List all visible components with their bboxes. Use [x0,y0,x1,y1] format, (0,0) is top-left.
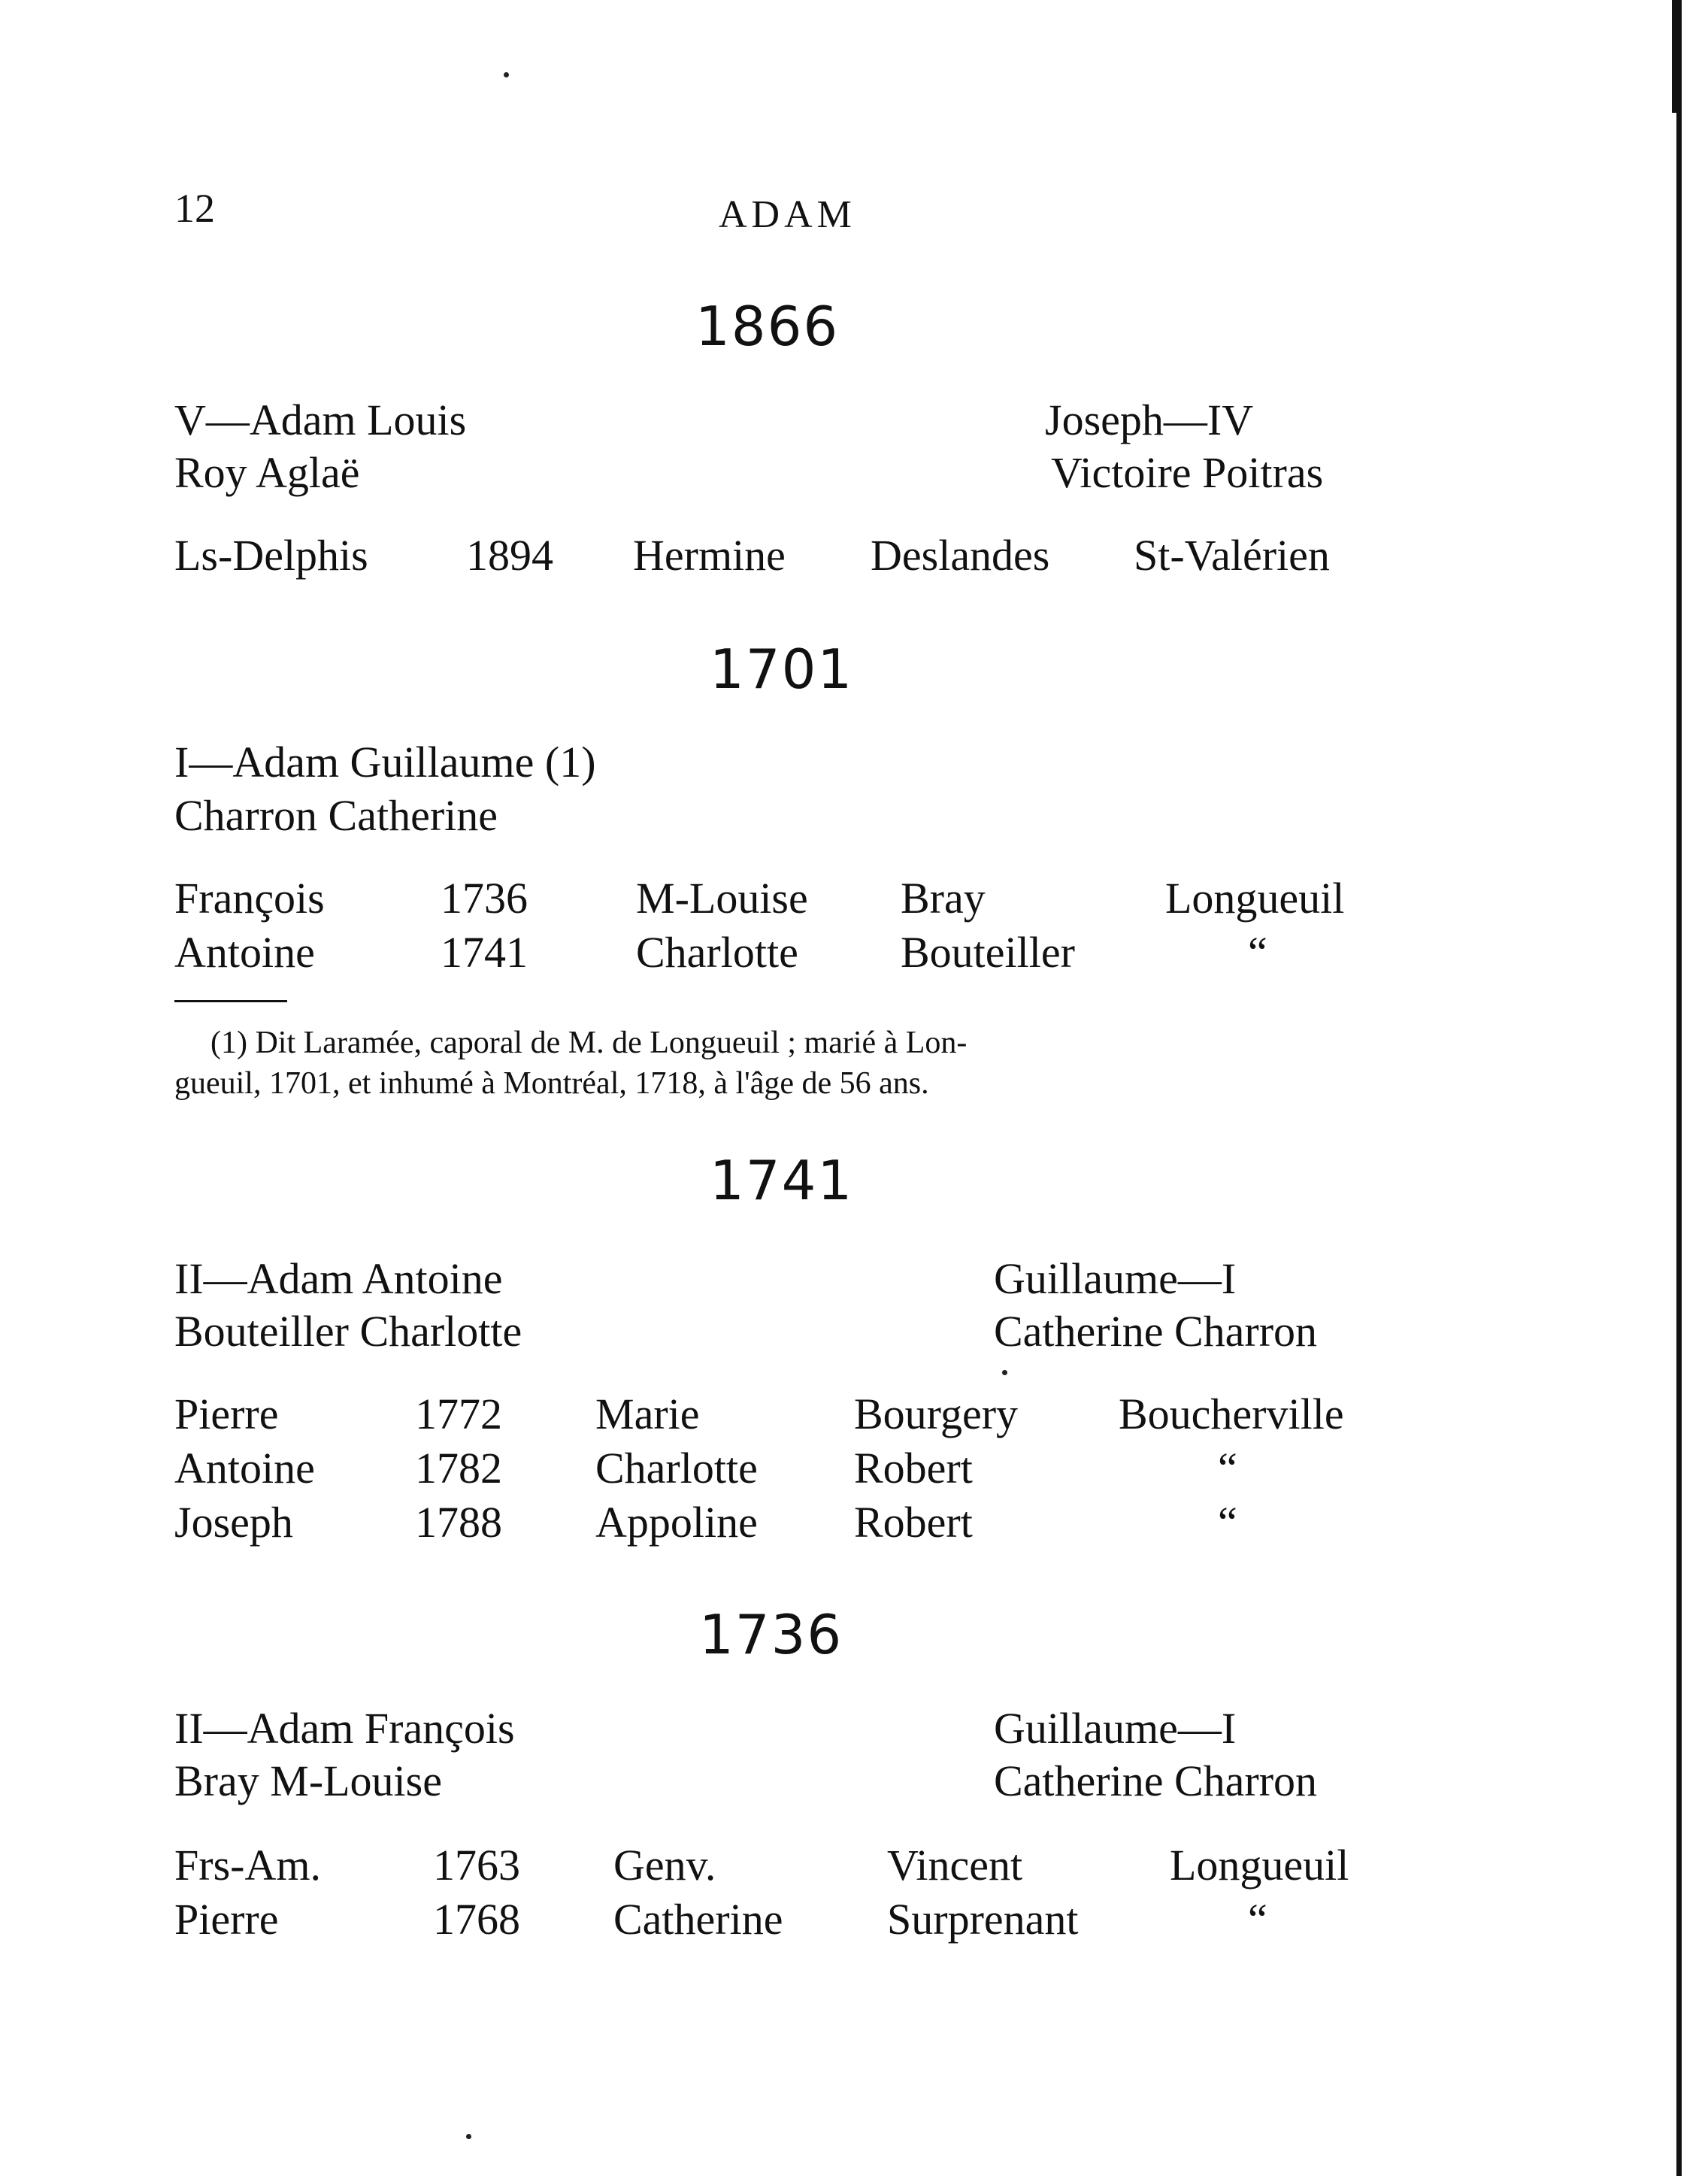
husband-line: V—Adam Louis [174,395,467,444]
wife-line: Bouteiller Charlotte [174,1307,522,1356]
spouse-first-name: Hermine [633,531,786,580]
page-number: 12 [174,186,215,231]
page-edge-border [1676,0,1682,2176]
spouse-surname: Bourgery [854,1390,1019,1438]
father-line: Guillaume—I [994,1704,1237,1753]
child-name: Ls-Delphis [174,531,368,580]
spouse-surname: Robert [854,1444,973,1493]
marriage-year: 1741 [441,928,528,977]
spouse-surname: Surprenant [887,1895,1079,1944]
section-year: 1741 [710,1149,854,1212]
father-line: Guillaume—I [994,1254,1237,1303]
spouse-surname: Robert [854,1498,973,1547]
child-name: Joseph [174,1498,293,1547]
running-title: ADAM [719,193,856,236]
child-name: Frs-Am. [174,1841,321,1890]
mother-line: Catherine Charron [994,1756,1318,1805]
spouse-surname: Bouteiller [901,928,1075,977]
mother-line: Victoire Poitras [1051,448,1324,497]
marriage-year: 1782 [415,1444,502,1493]
spouse-surname: Deslandes [871,531,1050,580]
parish: Boucherville [1119,1390,1344,1438]
child-name: Antoine [174,928,315,977]
spouse-first-name: Appoline [595,1498,758,1547]
page-edge-top [1672,0,1676,113]
footnote-rule [174,1000,287,1002]
spouse-first-name: Genv. [613,1841,716,1890]
section-year: 1701 [710,638,854,701]
ditto-mark: “ [1218,1444,1237,1493]
section-year: 1866 [695,295,840,358]
marriage-year: 1768 [433,1895,520,1944]
wife-line: Bray M-Louise [174,1756,442,1805]
ditto-mark: “ [1248,1895,1267,1944]
speck [1002,1370,1007,1375]
father-line: Joseph—IV [1045,395,1254,444]
spouse-first-name: Marie [595,1390,700,1438]
footnote-line: gueuil, 1701, et inhumé à Montréal, 1718, à l'âge de 56 ans. [174,1066,929,1101]
section-year: 1736 [699,1603,843,1666]
ditto-mark: “ [1218,1498,1237,1547]
ditto-mark: “ [1248,928,1267,977]
spouse-surname: Bray [901,874,986,923]
child-name: Pierre [174,1895,279,1944]
marriage-year: 1736 [441,874,528,923]
husband-line: I—Adam Guillaume (1) [174,738,596,786]
spouse-first-name: Charlotte [636,928,798,977]
husband-line: II—Adam François [174,1704,515,1753]
spouse-first-name: Catherine [613,1895,783,1944]
marriage-year: 1894 [466,531,553,580]
parish: St-Valérien [1134,531,1330,580]
child-name: Antoine [174,1444,315,1493]
parish: Longueuil [1165,874,1345,923]
parish: Longueuil [1170,1841,1349,1890]
spouse-surname: Vincent [887,1841,1023,1890]
mother-line: Catherine Charron [994,1307,1318,1356]
spouse-first-name: M-Louise [636,874,808,923]
marriage-year: 1772 [415,1390,502,1438]
child-name: François [174,874,325,923]
wife-line: Roy Aglaë [174,448,360,497]
husband-line: II—Adam Antoine [174,1254,503,1303]
footnote-line: (1) Dit Laramée, caporal de M. de Longueuil ; marié à Lon- [210,1026,968,1060]
marriage-year: 1763 [433,1841,520,1890]
wife-line: Charron Catherine [174,791,498,840]
speck [466,2134,471,2139]
child-name: Pierre [174,1390,279,1438]
spouse-first-name: Charlotte [595,1444,758,1493]
marriage-year: 1788 [415,1498,502,1547]
speck [504,72,509,77]
